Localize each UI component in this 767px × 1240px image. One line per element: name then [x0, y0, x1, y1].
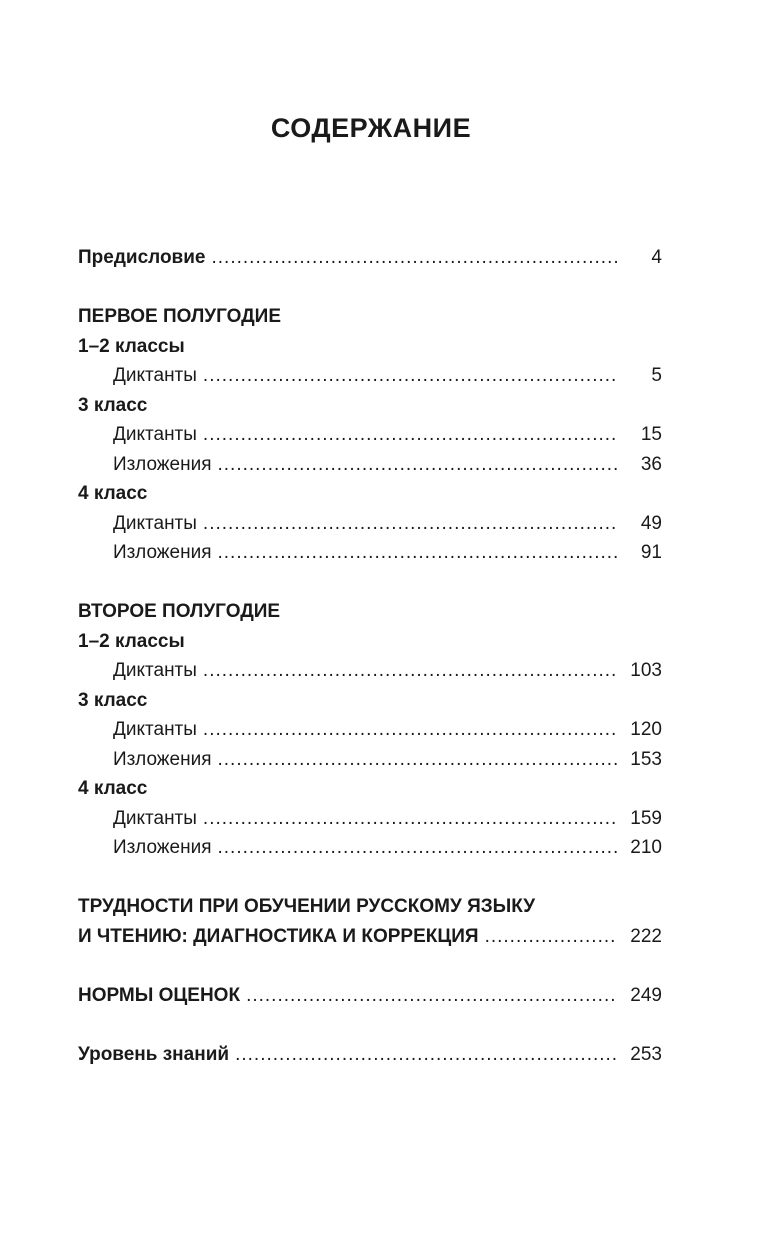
toc-entry-label: Диктанты — [113, 424, 197, 445]
toc-entry-label: И ЧТЕНИЮ: ДИАГНОСТИКА И КОРРЕКЦИЯ — [78, 925, 479, 947]
toc-entry-expositions[interactable] — [78, 833, 662, 863]
dot-leader — [203, 656, 618, 686]
spacer — [78, 951, 662, 981]
toc-entry-label: НОРМЫ ОЦЕНОК — [78, 984, 241, 1006]
page-title: СОДЕРЖАНИЕ — [270, 113, 472, 143]
toc-entry-dictations[interactable] — [78, 804, 662, 834]
toc-entry-label: Изложения — [113, 542, 212, 563]
spacer — [78, 568, 662, 598]
section-heading-first-half: ПЕРВОЕ ПОЛУГОДИЕ — [78, 306, 282, 327]
dot-leader — [203, 361, 618, 391]
toc-page-number: 103 — [630, 660, 662, 681]
toc-entry-label: Уровень знаний — [78, 1043, 230, 1065]
toc-entry-knowledge[interactable] — [78, 1040, 662, 1070]
table-of-contents — [78, 243, 662, 1069]
spacer — [78, 863, 662, 893]
toc-page-number: 4 — [651, 247, 662, 268]
grade-heading: 3 класс — [78, 689, 148, 711]
dot-leader — [217, 450, 618, 480]
toc-entry-preface[interactable] — [78, 243, 662, 273]
toc-entry-label: Диктанты — [113, 807, 197, 829]
toc-page-number: 249 — [630, 984, 662, 1006]
dot-leader — [217, 745, 618, 775]
toc-page-number: 153 — [630, 748, 662, 770]
dot-leader — [203, 420, 618, 450]
toc-page-number: 159 — [630, 807, 662, 829]
toc-page-number: 91 — [640, 542, 662, 563]
toc-page-number: 36 — [640, 453, 662, 475]
toc-page-number: 210 — [630, 837, 662, 858]
toc-entry-label: Диктанты — [113, 365, 197, 386]
dot-leader — [217, 833, 618, 863]
toc-page-number: 15 — [640, 424, 662, 445]
toc-entry-label: Изложения — [113, 453, 212, 475]
toc-page-number: 49 — [640, 512, 662, 534]
toc-entry-norms[interactable] — [78, 981, 662, 1011]
toc-entry-expositions[interactable] — [78, 745, 662, 775]
toc-entry-label: Диктанты — [113, 660, 197, 681]
toc-entry-dictations[interactable] — [78, 656, 662, 686]
section-heading-second-half: ВТОРОЕ ПОЛУГОДИЕ — [78, 601, 281, 622]
spacer — [78, 273, 662, 303]
toc-page-number: 120 — [630, 719, 662, 740]
toc-page-number: 253 — [630, 1043, 662, 1065]
toc-entry-dictations[interactable] — [78, 715, 662, 745]
toc-entry-difficulties[interactable] — [78, 922, 662, 952]
toc-entry-dictations[interactable] — [78, 509, 662, 539]
grade-heading: 4 класс — [78, 778, 148, 799]
toc-entry-dictations[interactable] — [78, 420, 662, 450]
dot-leader — [485, 922, 618, 952]
grade-heading: 1–2 классы — [78, 630, 185, 652]
spacer — [78, 1010, 662, 1040]
toc-entry-label: Изложения — [113, 837, 212, 858]
dot-leader — [203, 715, 618, 745]
dot-leader — [203, 804, 618, 834]
dot-leader — [212, 243, 619, 273]
grade-heading: 1–2 классы — [78, 335, 185, 357]
grade-heading: 3 класс — [78, 394, 148, 416]
dot-leader — [246, 981, 618, 1011]
toc-entry-difficulties-line1[interactable]: ТРУДНОСТИ ПРИ ОБУЧЕНИИ РУССКОМУ ЯЗЫКУ — [78, 896, 536, 917]
grade-heading: 4 класс — [78, 483, 148, 504]
dot-leader — [217, 538, 618, 568]
toc-entry-label: Предисловие — [78, 247, 206, 268]
dot-leader — [203, 509, 618, 539]
toc-page-number: 5 — [651, 365, 662, 386]
toc-entry-expositions[interactable] — [78, 538, 662, 568]
toc-entry-label: Диктанты — [113, 719, 197, 740]
toc-page-number: 222 — [630, 925, 662, 947]
toc-entry-label: Диктанты — [113, 512, 197, 534]
toc-entry-expositions[interactable] — [78, 450, 662, 480]
toc-entry-dictations[interactable] — [78, 361, 662, 391]
toc-entry-label: Изложения — [113, 748, 212, 770]
dot-leader — [235, 1040, 618, 1070]
